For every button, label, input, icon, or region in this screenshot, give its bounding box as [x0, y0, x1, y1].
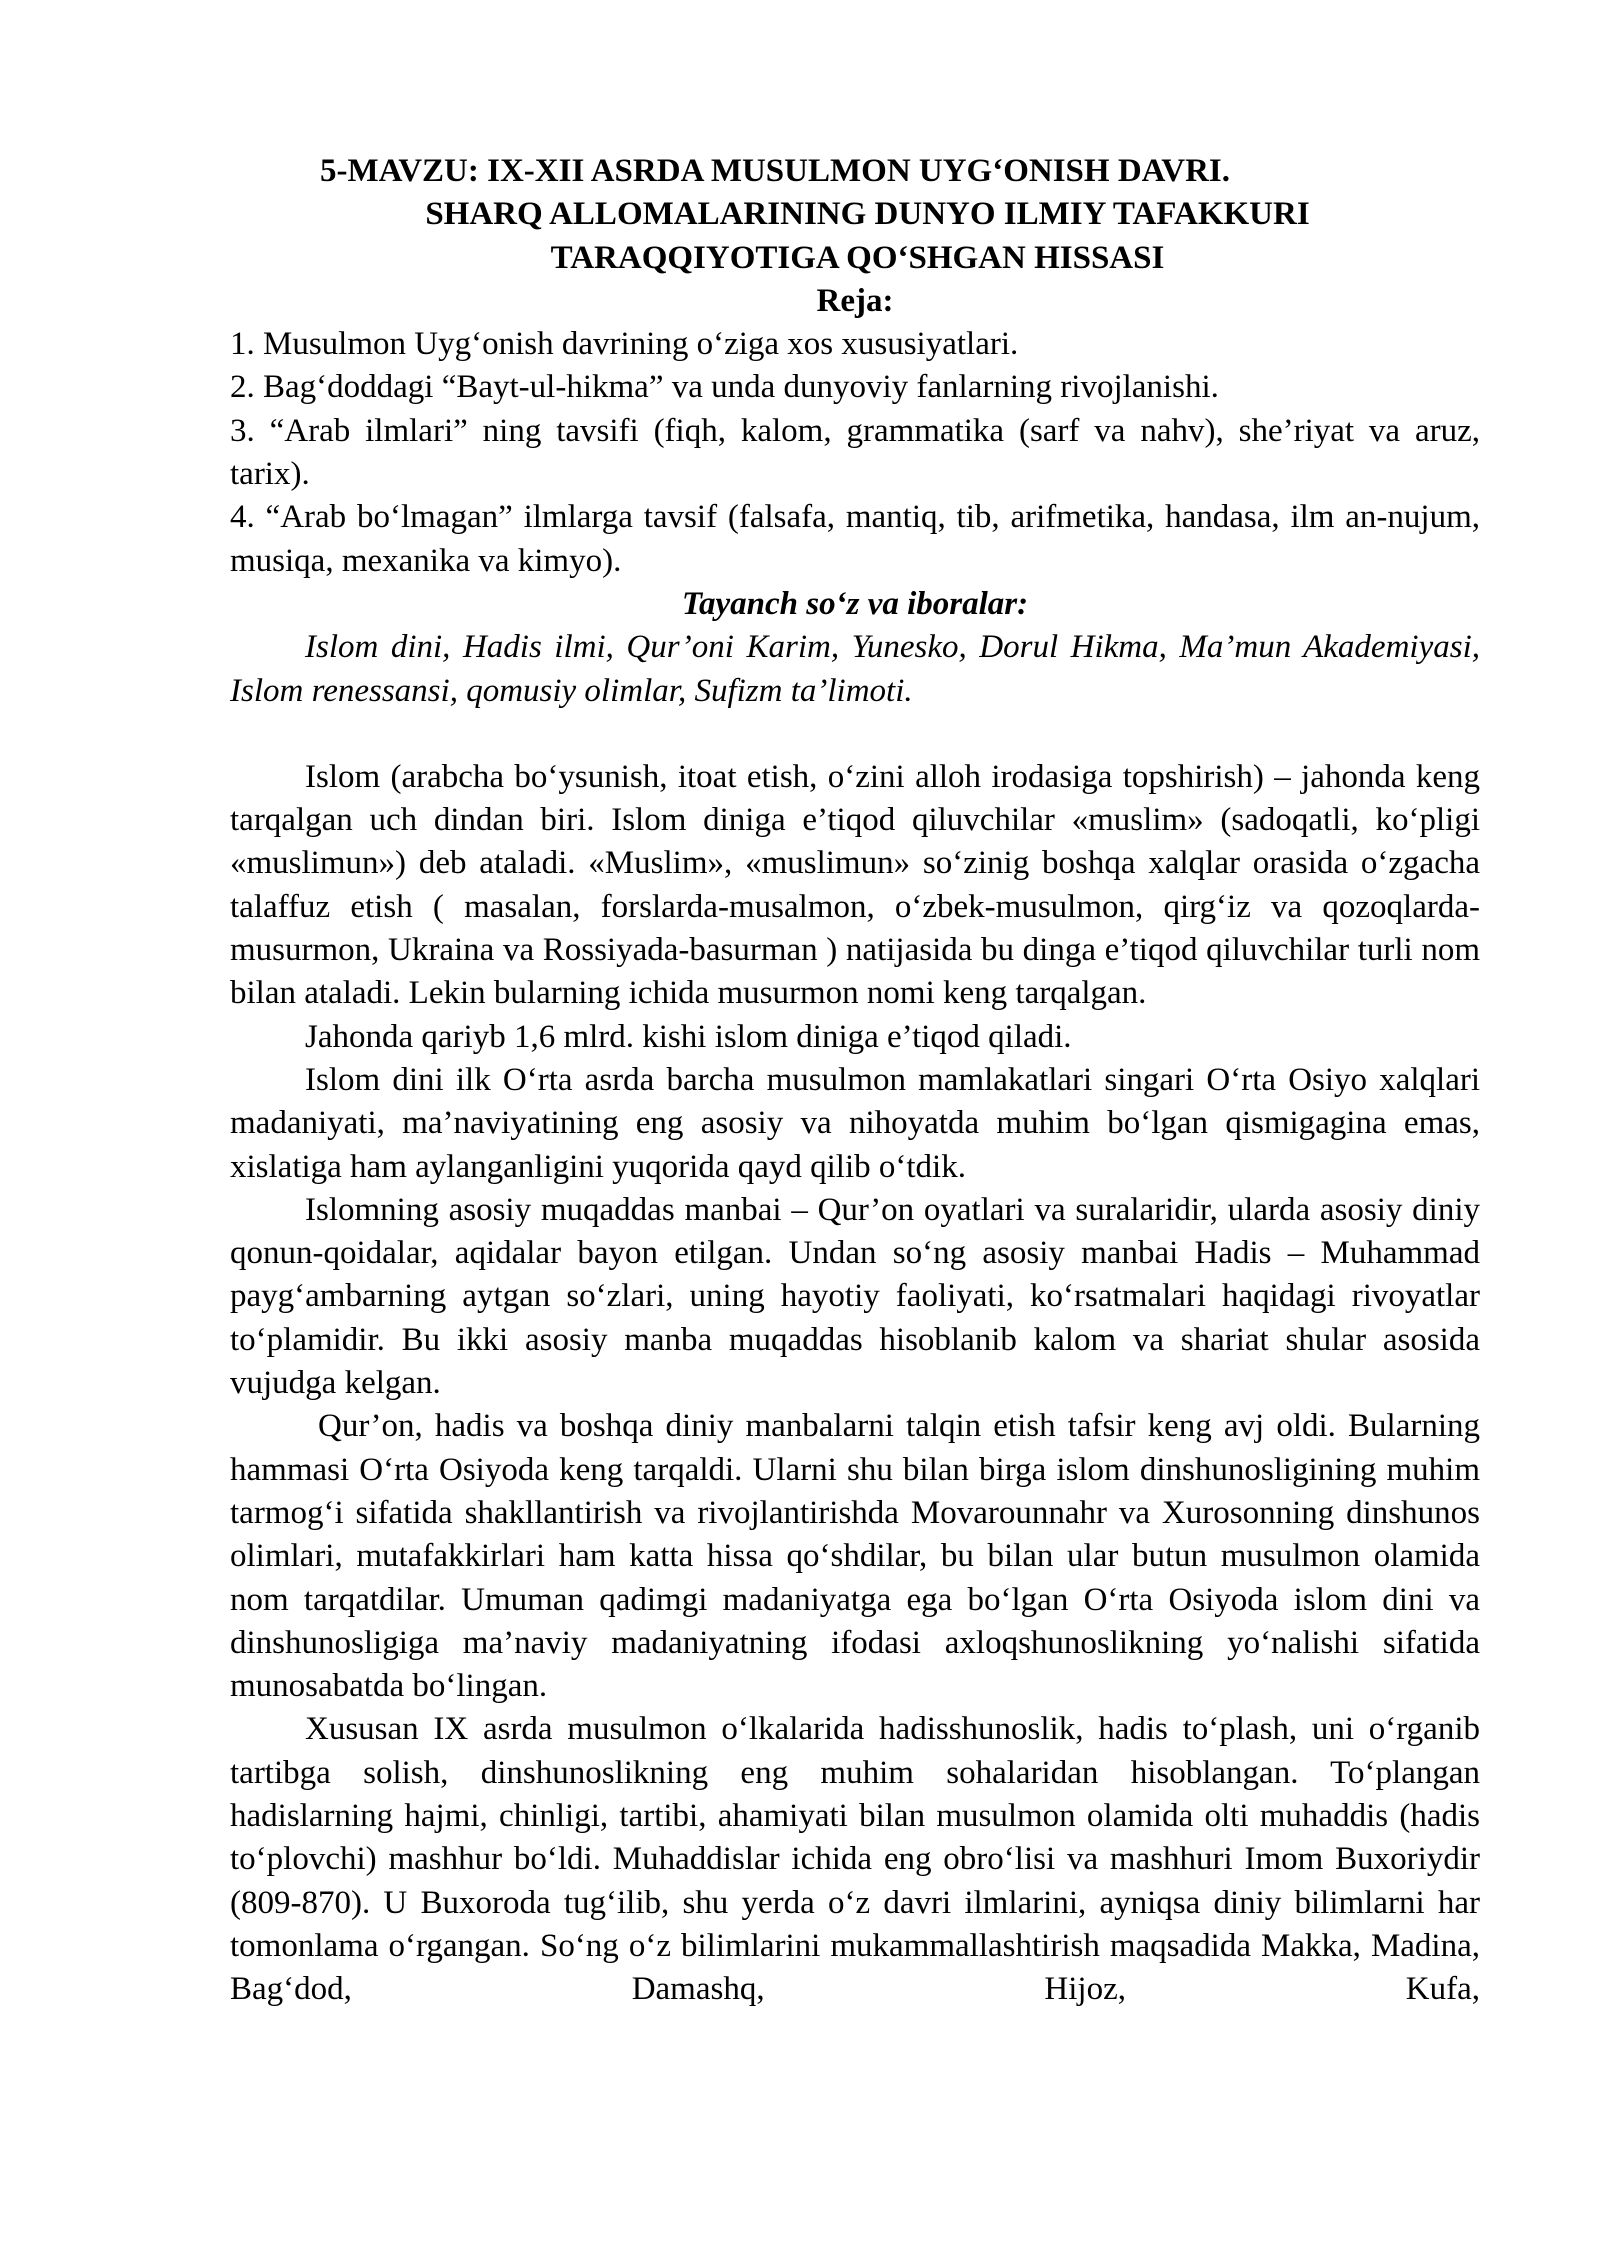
title-line-3: TARAQQIYOTIGA QO‘SHGAN HISSASI [550, 239, 1165, 276]
document-page [230, 150, 1480, 2011]
plan-heading: Reja: [816, 282, 894, 319]
plan-item-4: 4. “Arab bo‘lmagan” ilmlarga tavsif (falsafa, mantiq, tib, arifmetika, handasa, ilm an-nujum, musiqa, mexanika va kimyo). [230, 499, 1480, 579]
plan-item-3: 3. “Arab ilmlari” ning tavsifi (fiqh, kalom, grammatika (sarf va nahv), she’riyat va aruz, tarix). [230, 412, 1480, 493]
title-line-1: 5-MAVZU: IX-XII ASRDA MUSULMON UYG‘ONISH DAVRI. [319, 153, 1230, 189]
blank-line [230, 713, 1480, 756]
plan-item-1: 1. Musulmon Uyg‘onish davrining o‘ziga xos xususiyatlari. [230, 326, 1019, 363]
paragraph-islom-definition: Islom (arabcha bo‘ysunish, itoat etish, o‘zini alloh irodasiga topshirish) – jahonda keng tarqalgan uch dindan biri. Islom diniga e’tiqod qiluvchilar «muslim» (sadoqatli, ko‘pligi «muslimun») deb ataladi. «Muslim», «muslimun» so‘zinig boshqa xalqlar orasida o‘zgacha talaffuz etish ( masalan, forslarda-musalmon, o‘zbek-musulmon, qirg‘iz va qozoqlarda-musurmon, Ukraina va Rossiyada-basurman ) natijasida bu dinga e’tiqod qiluvchilar turli nom bilan ataladi. Lekin bularning ichida musurmon nomi keng tarqalgan. [230, 758, 1480, 1012]
document-title [230, 150, 1480, 280]
paragraph-tafsir: Qur’on, hadis va boshqa diniy manbalarni talqin etish tafsir keng avj oldi. Bularning hammasi O‘rta Osiyoda keng tarqaldi. Ularni shu bilan birga islom dinshunosligining muhim tarmog‘i sifatida shakllantirish va rivojlantirishda Movarounnahr va Xurosonning dinshunos olimlari, mutafakkirlari ham katta hissa qo‘shdilar, bu bilan ular butun musulmon olamida nom tarqatdilar. Umuman qadimgi madaniyatga ega bo‘lgan O‘rta Osiyoda islom dini va dinshunosligiga ma’naviy madaniyatning ifodasi axloqshunoslikning yo‘nalishi sifatida munosabatda bo‘lingan. [230, 1408, 1480, 1705]
paragraph-sources: Islomning asosiy muqaddas manbai – Qur’on oyatlari va suralaridir, ularda asosiy diniy qonun-qoidalar, aqidalar bayon etilgan. Undan so‘ng asosiy manbai Hadis – Muhammad payg‘ambarning aytgan so‘zlari, uning hayotiy faoliyati, ko‘rsatmalari haqidagi rivoyatlar to‘plamidir. Bu ikki asosiy manba muqaddas hisoblanib kalom va shariat shular asosida vujudga kelgan. [230, 1191, 1480, 1402]
paragraph-central-asia: Islom dini ilk O‘rta asrda barcha musulmon mamlakatlari singari O‘rta Osiyo xalqlari madaniyati, ma’naviyatining eng asosiy va nihoyatda muhim bo‘lgan qismigagina emas, xislatiga ham aylanganligini yuqorida qayd qilib o‘tdik. [230, 1061, 1480, 1185]
plan-list [230, 323, 1480, 583]
paragraph-hadith-studies: Xususan IX asrda musulmon o‘lkalarida hadisshunoslik, hadis to‘plash, uni o‘rganib tartibga solish, dinshunoslikning eng muhim sohalaridan hisoblangan. To‘plangan hadislarning hajmi, chinligi, tartibi, ahamiyati bilan musulmon olamida olti muhaddis (hadis to‘plovchi) mashhur bo‘ldi. Muhaddislar ichida eng obro‘lisi va mashhuri Imom Buxoriydir (809-870). U Buxoroda tug‘ilib, shu yerda o‘z davri ilmlarini, ayniqsa diniy bilimlarni har tomonlama o‘rgangan. So‘ng o‘z bilimlarini mukammallashtirish maqsadida Makka, Madina, Bag‘dod, Damashq, Hijoz, Kufa, [230, 1711, 1480, 2008]
paragraph-population: Jahonda qariyb 1,6 mlrd. kishi islom diniga e’tiqod qiladi. [305, 1018, 1072, 1055]
keywords-text: Islom dini, Hadis ilmi, Qur’oni Karim, Yunesko, Dorul Hikma, Ma’mun Akademiyasi, Islom renessansi, qomusiy olimlar, Sufizm ta’limoti. [230, 629, 1480, 709]
keywords-heading: Tayanch so‘z va iboralar: [681, 585, 1029, 622]
plan-item-2: 2. Bag‘doddagi “Bayt-ul-hikma” va unda dunyoviy fanlarning rivojlanishi. [230, 369, 1219, 406]
title-line-2: SHARQ ALLOMALARINING DUNYO ILMIY TAFAKKURI [425, 196, 1310, 233]
